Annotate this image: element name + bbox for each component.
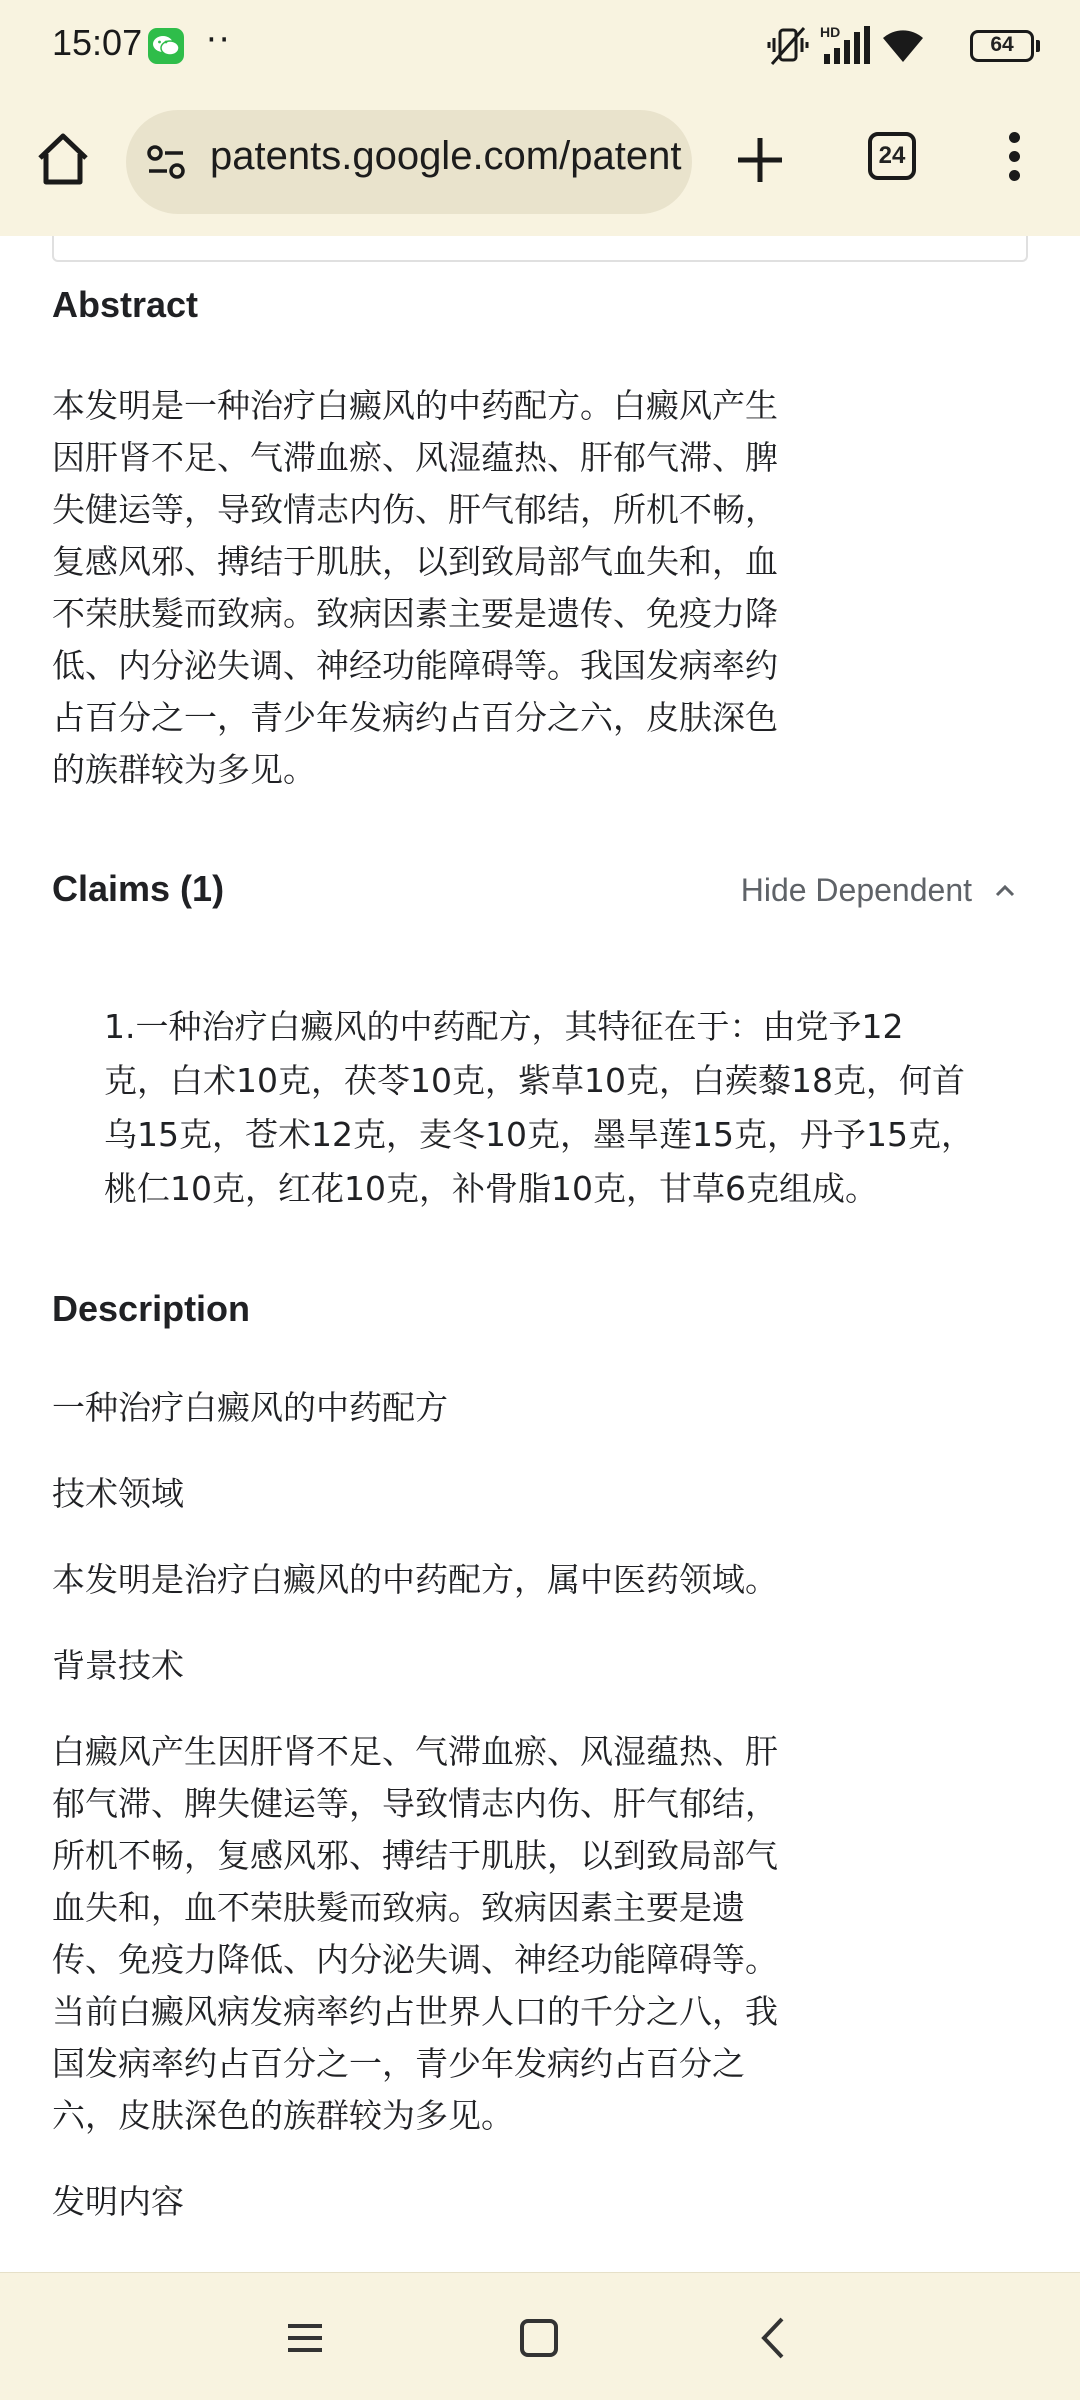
wifi-icon <box>880 24 926 68</box>
text-line: 因肝肾不足、气滞血瘀、风湿蕴热、肝郁气滞、脾 <box>52 438 778 477</box>
notification-dots: ·· <box>206 20 232 60</box>
field-heading: 技术领域 <box>52 1474 184 1513</box>
system-nav-bar <box>0 2272 1080 2400</box>
abstract-heading: Abstract <box>52 284 199 325</box>
abstract-text <box>52 380 812 796</box>
text-line: 当前白癜风病发病率约占世界人口的千分之八，我 <box>52 1992 778 2031</box>
battery-icon <box>970 30 1040 62</box>
text-line: 占百分之一，青少年发病约占百分之六，皮肤深色 <box>52 698 778 737</box>
home-square-icon[interactable] <box>514 2313 564 2363</box>
signal-icon <box>820 24 872 68</box>
hide-dependent-button[interactable] <box>741 872 1016 909</box>
status-bar <box>0 0 1080 96</box>
text-line: 郁气滞、脾失健运等，导致情志内伤、肝气郁结， <box>52 1784 778 1823</box>
page-content <box>0 236 1080 2272</box>
chevron-up-icon <box>994 884 1016 898</box>
text-line: 所机不畅，复感风邪、搏结于肌肤，以到致局部气 <box>52 1836 778 1875</box>
card-border <box>52 236 1028 262</box>
text-line: 白癜风产生因肝肾不足、气滞血瘀、风湿蕴热、肝 <box>52 1732 778 1771</box>
text-line: 六，皮肤深色的族群较为多见。 <box>52 2096 514 2135</box>
text-line: 桃仁10克，红花10克，补骨脂10克，甘草6克组成。 <box>104 1169 878 1208</box>
text-line: 失健运等，导致情志内伤、肝气郁结，所机不畅， <box>52 490 778 529</box>
background-text <box>52 1726 812 2142</box>
text-line: 乌15克，苍术12克，麦冬10克，墨旱莲15克，丹予15克， <box>104 1115 974 1154</box>
browser-toolbar <box>0 96 1080 236</box>
status-time: 15:07 <box>52 22 143 63</box>
summary-heading: 发明内容 <box>52 2182 184 2221</box>
back-icon[interactable] <box>750 2313 800 2363</box>
description-title: 一种治疗白癜风的中药配方 <box>52 1388 448 1427</box>
text-line: 传、免疫力降低、内分泌失调、神经功能障碍等。 <box>52 1940 778 1979</box>
text-line: 不荣肤髮而致病。致病因素主要是遗传、免疫力降 <box>52 594 778 633</box>
site-settings-icon[interactable] <box>146 144 186 180</box>
text-line: 的族群较为多见。 <box>52 750 316 789</box>
text-line: 1.一种治疗白癜风的中药配方，其特征在于：由党予12 <box>104 1007 904 1046</box>
text-line: 国发病率约占百分之一，青少年发病约占百分之 <box>52 2044 745 2083</box>
field-text: 本发明是治疗白癜风的中药配方，属中医药领域。 <box>52 1560 778 1599</box>
menu-icon[interactable] <box>280 2313 330 2363</box>
more-vert-icon[interactable] <box>1002 132 1026 188</box>
text-line: 本发明是一种治疗白癜风的中药配方。白癜风产生 <box>52 386 778 425</box>
description-heading: Description <box>52 1288 251 1329</box>
address-bar[interactable] <box>126 110 692 214</box>
text-line: 血失和，血不荣肤髮而致病。致病因素主要是遗 <box>52 1888 745 1927</box>
text-line: 复感风邪、搏结于肌肤，以到致局部气血失和，血 <box>52 542 778 581</box>
wechat-icon <box>148 28 184 64</box>
plus-icon[interactable] <box>732 132 788 188</box>
text-line: 克，白术10克，茯苓10克，紫草10克，白蒺藜18克，何首 <box>104 1061 965 1100</box>
claims-heading: Claims (1) <box>52 868 225 909</box>
home-icon[interactable] <box>34 130 92 188</box>
hide-dependent-label: Hide Dependent <box>740 872 972 908</box>
text-line: 低、内分泌失调、神经功能障碍等。我国发病率约 <box>52 646 778 685</box>
network-label: HD <box>820 24 841 40</box>
mute-vibrate-icon <box>766 24 810 68</box>
url-text[interactable]: patents.google.com/patent <box>210 134 682 178</box>
background-heading: 背景技术 <box>52 1646 184 1685</box>
tab-switcher-icon[interactable]: 24 <box>868 132 916 180</box>
claim-1 <box>104 1000 984 1216</box>
battery-level: 64 <box>990 33 1014 56</box>
